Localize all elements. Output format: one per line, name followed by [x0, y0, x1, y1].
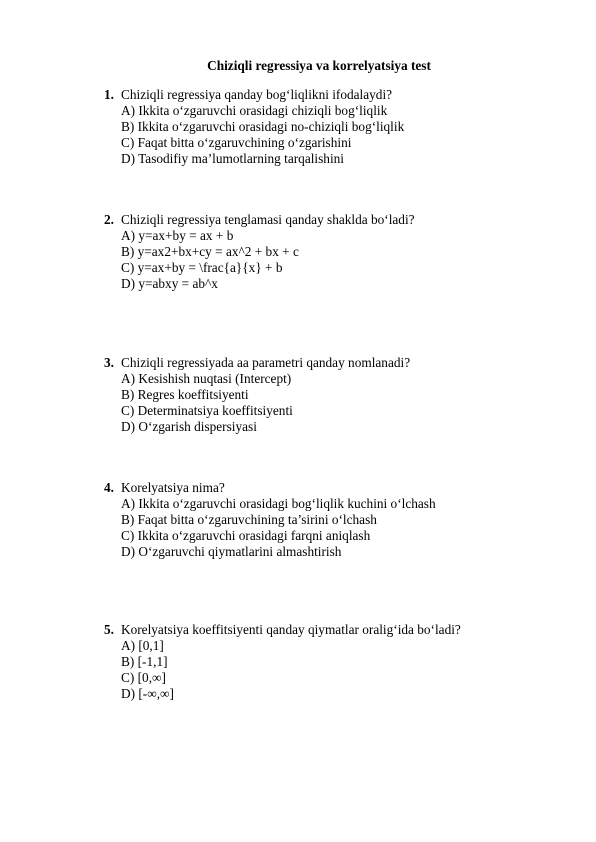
answer-option-b: B) y=ax2+bx+cy = ax^2 + bx + c — [121, 244, 299, 259]
answer-option-d: D) O‘zgarish dispersiyasi — [121, 419, 257, 434]
question-text: Chiziqli regressiya tenglamasi qanday shaklda bo‘ladi? — [121, 212, 415, 227]
question-5 — [104, 622, 574, 702]
question-text: Korelyatsiya koeffitsiyenti qanday qiymatlar oralig‘ida bo‘ladi? — [121, 622, 461, 637]
question-number: 5. — [104, 622, 114, 637]
answer-option-d: D) Tasodifiy ma’lumotlarning tarqalishini — [121, 151, 344, 166]
question-text: Chiziqli regressiyada aa parametri qanday nomlanadi? — [121, 355, 411, 370]
question-number: 1. — [104, 87, 114, 102]
answer-option-a: A) [0,1] — [121, 638, 164, 653]
question-2 — [104, 212, 574, 292]
question-1 — [104, 87, 574, 167]
answer-option-a: A) y=ax+by = ax + b — [121, 228, 234, 243]
answer-option-a: A) Kesishish nuqtasi (Intercept) — [121, 371, 292, 386]
answer-option-b: B) Faqat bitta o‘zgaruvchining ta’sirini o‘lchash — [121, 512, 377, 527]
answer-option-c: C) Ikkita o‘zgaruvchi orasidagi farqni aniqlash — [121, 528, 371, 543]
question-text: Chiziqli regressiya qanday bog‘liqlikni ifodalaydi? — [121, 87, 393, 102]
answer-option-b: B) Ikkita o‘zgaruvchi orasidagi no-chiziqli bog‘liqlik — [121, 119, 405, 134]
answer-option-a: A) Ikkita o‘zgaruvchi orasidagi bog‘liqlik kuchini o‘lchash — [121, 496, 436, 511]
answer-option-b: B) Regres koeffitsiyenti — [121, 387, 249, 402]
answer-option-d: D) y=abxy = ab^x — [121, 276, 218, 291]
answer-option-d: D) [-∞,∞] — [121, 686, 174, 701]
question-3 — [104, 355, 574, 435]
question-text: Korelyatsiya nima? — [121, 480, 225, 495]
question-4 — [104, 480, 574, 560]
answer-option-c: C) y=ax+by = \frac{a}{x} + b — [121, 260, 283, 275]
question-number: 2. — [104, 212, 114, 227]
answer-option-c: C) Determinatsiya koeffitsiyenti — [121, 403, 293, 418]
answer-option-c: C) [0,∞] — [121, 670, 166, 685]
answer-option-b: B) [-1,1] — [121, 654, 168, 669]
answer-option-a: A) Ikkita o‘zgaruvchi orasidagi chiziqli bog‘liqlik — [121, 103, 388, 118]
document-title: Chiziqli regressiya va korrelyatsiya test — [207, 58, 431, 73]
answer-option-d: D) O‘zgaruvchi qiymatlarini almashtirish — [121, 544, 342, 559]
question-number: 4. — [104, 480, 114, 495]
question-number: 3. — [104, 355, 114, 370]
answer-option-c: C) Faqat bitta o‘zgaruvchining o‘zgarishini — [121, 135, 352, 150]
